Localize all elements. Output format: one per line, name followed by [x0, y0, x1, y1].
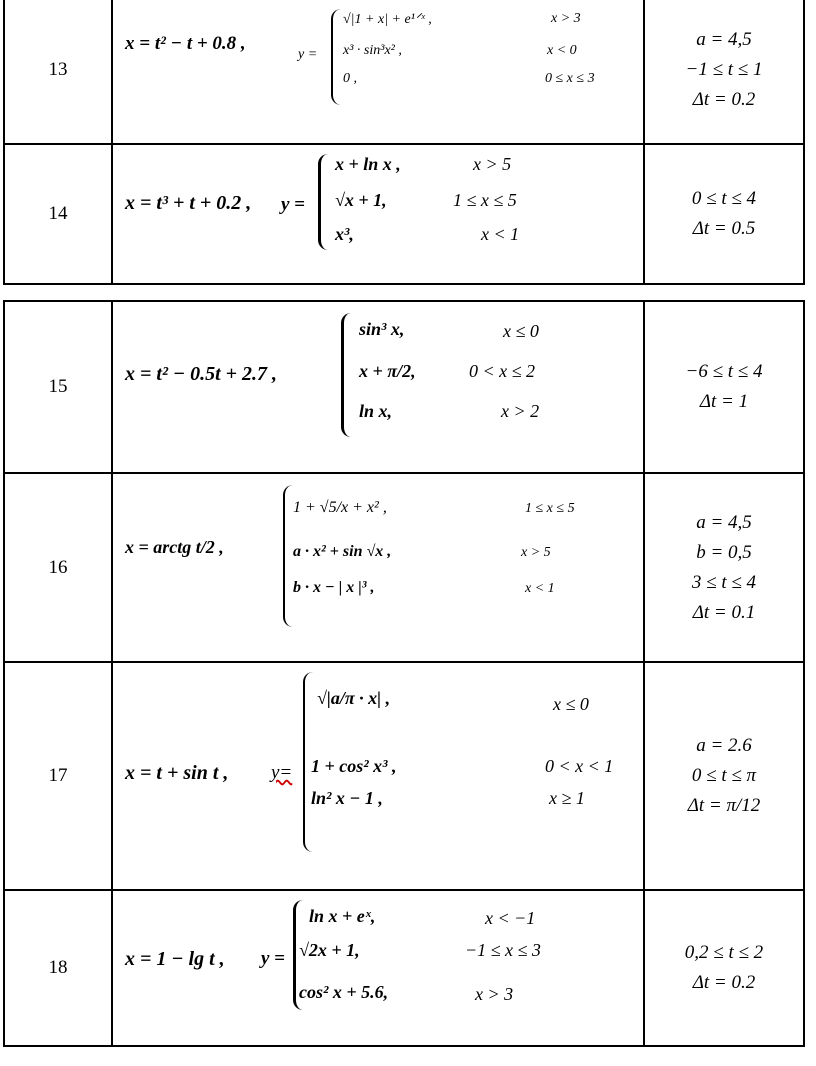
- case-condition: x < 1: [481, 224, 520, 244]
- case-expression: 1 + cos² x³ ,: [311, 756, 397, 776]
- parameter: 0 ≤ t ≤ 4: [691, 188, 757, 209]
- parameter: a = 4,5: [696, 511, 752, 533]
- case-condition: x ≤ 0: [503, 321, 539, 341]
- row-number: 16: [4, 473, 112, 662]
- table-row: [4, 144, 804, 284]
- case-condition: −1 ≤ x ≤ 3: [465, 940, 541, 960]
- case-condition: x > 2: [501, 401, 540, 421]
- y-label: y=: [271, 762, 293, 783]
- table-row: [4, 662, 804, 890]
- parameter: −1 ≤ t ≤ 1: [685, 58, 763, 80]
- y-label: y =: [261, 948, 286, 969]
- case-condition: x > 3: [551, 11, 581, 26]
- x-expression: x = t² − 0.5t + 2.7 ,: [125, 363, 278, 385]
- row-number: 18: [4, 890, 112, 1046]
- x-expression: x = t + sin t ,: [125, 762, 229, 784]
- row-number: 13: [4, 0, 112, 144]
- case-condition: x < 0: [547, 43, 577, 58]
- y-label: y =: [298, 47, 318, 62]
- case-condition: x > 5: [473, 154, 512, 174]
- parameter: a = 2.6: [696, 735, 752, 756]
- parameter: a = 4,5: [696, 28, 752, 50]
- case-expression: x³ · sin³x² ,: [343, 43, 402, 58]
- parameter: b = 0,5: [696, 541, 752, 563]
- parameter: Δt = 0.5: [692, 218, 756, 239]
- parameter: Δt = 0.2: [692, 972, 756, 993]
- parameters-cell: [644, 890, 804, 1046]
- parameter: Δt = 1: [699, 391, 749, 412]
- table-row: [4, 473, 804, 662]
- function-cell: [112, 890, 644, 1046]
- case-condition: 0 < x ≤ 2: [469, 361, 536, 381]
- case-expression: √|1 + x| + e¹ᐟˣ ,: [343, 12, 432, 27]
- x-expression: x = arctg t/2 ,: [125, 537, 224, 557]
- variants-table-1: [3, 0, 805, 285]
- parameter: Δt = 0.2: [692, 88, 756, 110]
- piecewise-brace: [341, 313, 354, 437]
- case-expression: ln x,: [359, 401, 393, 421]
- case-expression: √2x + 1,: [299, 940, 360, 960]
- case-expression: b · x − | x |³ ,: [293, 579, 375, 596]
- table-row: [4, 0, 804, 144]
- y-label: y =: [281, 194, 306, 215]
- case-expression: cos² x + 5.6,: [299, 982, 389, 1002]
- parameters-cell: [644, 144, 804, 284]
- parameters-cell: [644, 662, 804, 890]
- table-row: [4, 890, 804, 1046]
- parameter: Δt = 0.1: [692, 601, 756, 623]
- parameter: 3 ≤ t ≤ 4: [691, 571, 757, 593]
- case-expression: x + π/2,: [359, 361, 416, 381]
- case-expression: x³,: [335, 224, 354, 244]
- x-expression: x = t³ + t + 0.2 ,: [125, 192, 252, 214]
- function-cell: [112, 144, 644, 284]
- case-expression: √|a/π · x| ,: [317, 688, 391, 708]
- case-expression: ln² x − 1 ,: [311, 788, 383, 808]
- row-number: 14: [4, 144, 112, 284]
- function-cell: [112, 662, 644, 890]
- function-cell: [112, 0, 644, 144]
- case-expression: a · x² + sin √x ,: [293, 543, 392, 560]
- parameter: −6 ≤ t ≤ 4: [685, 361, 763, 382]
- piecewise-brace: [283, 485, 293, 627]
- parameter: Δt = π/12: [687, 795, 761, 816]
- variants-table-2: [3, 300, 805, 1047]
- row-number: 17: [4, 662, 112, 890]
- function-cell: [112, 473, 644, 662]
- parameter: 0 ≤ t ≤ π: [691, 765, 757, 786]
- case-expression: sin³ x,: [359, 319, 405, 339]
- x-expression: x = 1 − lg t ,: [125, 948, 225, 970]
- piecewise-brace: [318, 154, 331, 250]
- case-expression: x + ln x ,: [335, 154, 401, 174]
- case-expression: √x + 1,: [335, 190, 387, 210]
- case-condition: x < 1: [525, 581, 555, 596]
- parameters-cell: [644, 0, 804, 144]
- parameters-cell: [644, 473, 804, 662]
- case-condition: x > 5: [521, 545, 551, 560]
- table-row: [4, 301, 804, 473]
- parameter: 0,2 ≤ t ≤ 2: [684, 942, 764, 963]
- case-condition: x < −1: [485, 908, 536, 928]
- parameters-cell: [644, 301, 804, 473]
- x-expression: x = t² − t + 0.8 ,: [125, 33, 246, 54]
- case-condition: 0 < x < 1: [545, 756, 614, 776]
- case-condition: x ≥ 1: [549, 788, 585, 808]
- row-number: 15: [4, 301, 112, 473]
- case-condition: 1 ≤ x ≤ 5: [453, 190, 517, 210]
- case-expression: 0 ,: [343, 71, 357, 86]
- case-condition: 1 ≤ x ≤ 5: [525, 501, 575, 516]
- case-expression: 1 + √5/x + x² ,: [293, 499, 387, 516]
- case-condition: x > 3: [475, 984, 514, 1004]
- piecewise-brace: [331, 9, 341, 105]
- case-condition: 0 ≤ x ≤ 3: [545, 71, 595, 86]
- case-expression: ln x + eˣ,: [309, 906, 376, 926]
- case-condition: x ≤ 0: [553, 694, 589, 714]
- function-cell: [112, 301, 644, 473]
